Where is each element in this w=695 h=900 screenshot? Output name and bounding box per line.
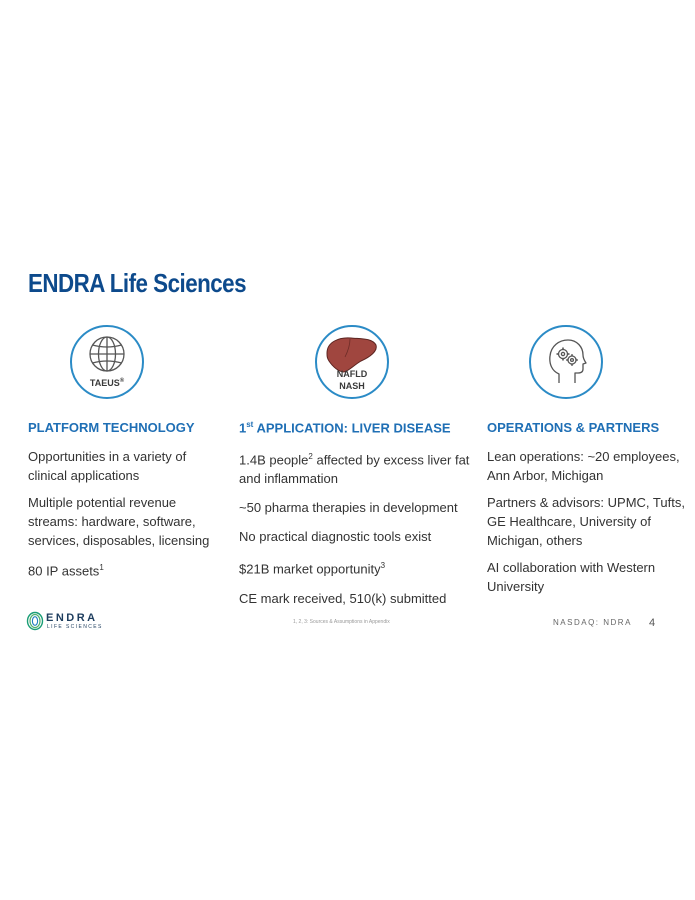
- bullet-item: CE mark received, 510(k) submitted: [239, 590, 447, 606]
- bullet-item: 1.4B people$^2$ affected by excess liver fat and inflammation: [239, 452, 470, 487]
- taeus-label: TAEUS®: [89, 378, 125, 388]
- heading-first-application: 1st APPLICATION: LIVER DISEASE: [239, 420, 451, 436]
- logo-tagline: LIFE SCIENCES: [47, 624, 103, 630]
- endra-logo: [26, 611, 106, 631]
- bullet-item: 80 IP assets$^1$: [28, 563, 104, 579]
- bullet-list: [239, 447, 474, 618]
- bullet-list: [487, 447, 692, 604]
- bullet-list: [28, 447, 228, 588]
- ticker-symbol: NASDAQ: NDRA: [553, 618, 632, 627]
- page-number: 4: [649, 617, 656, 629]
- bullet-item: $21B market opportunity$^3$: [239, 561, 386, 577]
- bullet-item: ~50 pharma therapies in development: [239, 500, 458, 516]
- globe-icon-circle: [70, 325, 144, 399]
- logo-wordmark: ENDRA: [46, 612, 98, 624]
- head-gears-icon-circle: [529, 325, 603, 399]
- bullet-item: Opportunities in a variety of clinical applications: [28, 449, 187, 483]
- heading-operations-partners: OPERATIONS & PARTNERS: [487, 420, 660, 435]
- endra-logo-mark-icon: [26, 611, 44, 631]
- bullet-item: Lean operations: ~20 employees, Ann Arbor, Michigan: [487, 449, 680, 483]
- slide-title: ENDRA Life Sciences: [28, 268, 247, 298]
- bullet-item: AI collaboration with Western University: [487, 560, 656, 594]
- heading-platform-technology: PLATFORM TECHNOLOGY: [28, 420, 195, 435]
- head-gears-icon: [531, 327, 601, 397]
- nafld-nash-label: NAFLD NASH: [336, 369, 368, 391]
- bullet-item: No practical diagnostic tools exist: [239, 529, 432, 545]
- bullet-item: Partners & advisors: UPMC, Tufts, GE Healthcare, University of Michigan, others: [487, 495, 685, 548]
- bullet-item: Multiple potential revenue streams: hardware, software, services, disposables, licensing: [28, 495, 210, 548]
- liver-icon-circle: [315, 325, 389, 399]
- footnote: 1, 2, 3: Sources & Assumptions in Appendix: [293, 619, 390, 625]
